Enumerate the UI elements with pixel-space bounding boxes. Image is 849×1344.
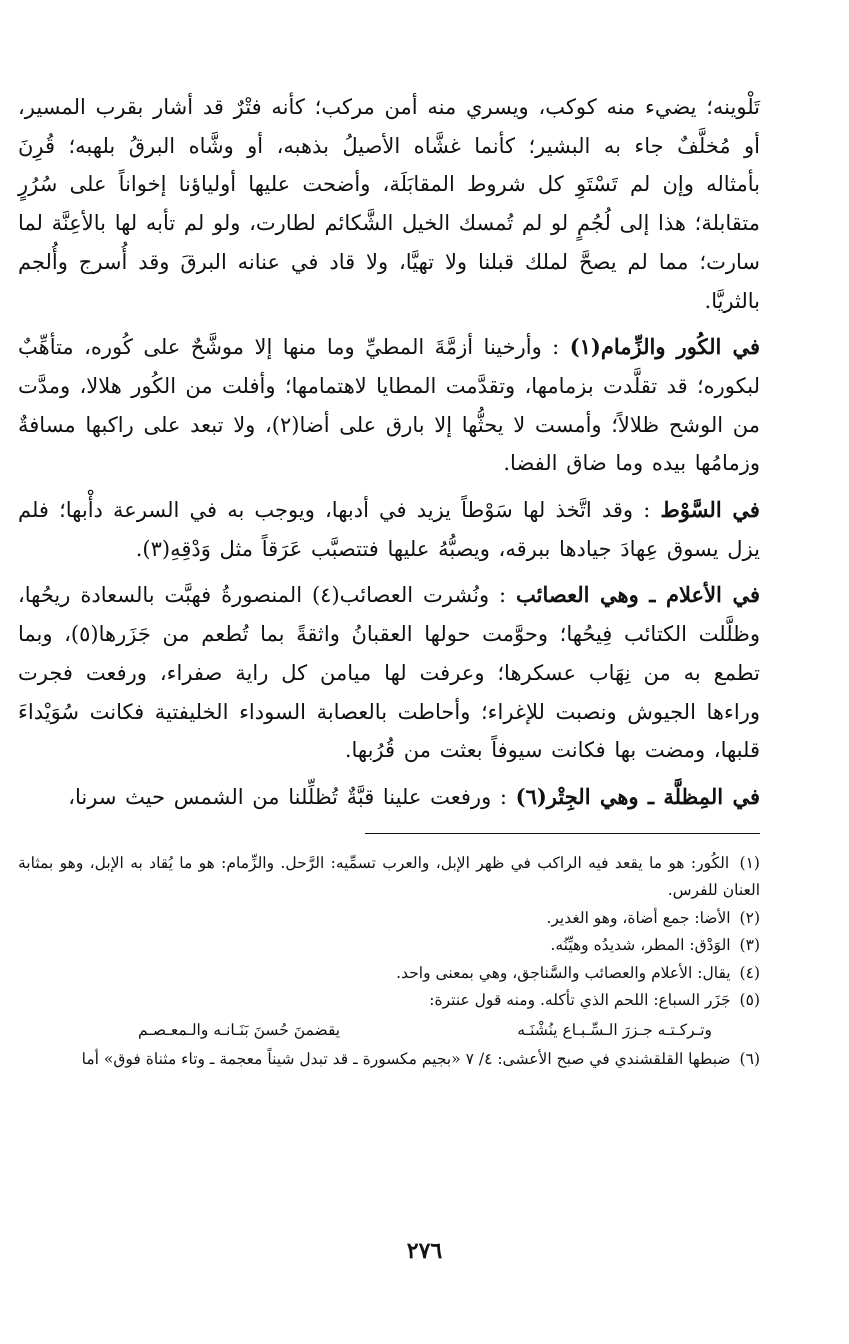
footnote-text: الوَدْق: المطر، شديدُه وهيِّنُه. [550, 936, 731, 955]
verse-hemistich-left: يقضمنَ حُسنَ بَنَـانـه والـمعـصـم [138, 1020, 341, 1039]
line: أو مُخلَّفٌ جاء به البشير؛ كأنما غشَّاه الأصيلُ بذهبه، أو وشَّاه البرقُ بلهبه؛ قُرِنَ بأمثاله [18, 133, 761, 197]
footnote-4 [18, 960, 760, 988]
line: : ونُشرت العصائب(٤) المنصورةُ فهبَّت بالسعادة [80, 583, 507, 608]
footnote-1 [18, 850, 760, 905]
section-heading: في الكُور والزِّمام(١) [569, 334, 760, 360]
paragraph-sawt [18, 491, 760, 568]
footnote-number: (٥) [739, 991, 760, 1010]
line: هلالا، ومدَّت من الوشح ظلالاً؛ وأمست لا يحثُّها إلا بارق على أضا(٢)، ولا تبعد [18, 373, 760, 437]
footnote-number: (٤) [739, 963, 760, 982]
footnote-number: (١) [739, 853, 760, 872]
paragraph-1 [18, 88, 760, 320]
line: ورفعت فجرت وراءها الجيوش ونصبت للإغراء؛ وأحاطت بالعصابة السوداء [18, 660, 760, 724]
footnote-number: (٣) [739, 936, 760, 955]
page-number: ٢٧٦ [406, 1238, 443, 1264]
page-body [18, 88, 760, 1073]
line: إلى لُجُمٍ لو لم تُمسك الخيل الشَّكائم لطارت، ولو لم تأبه لها بالأعِنَّة لما سارت؛ [18, 211, 760, 274]
paragraph-alam [18, 576, 760, 770]
line: تَلْوينه؛ يضيء منه كوكب، ويسري منه أمن مركب؛ كأنه فتْرٌ قد أشار بقرب المسير، [18, 95, 760, 119]
line: : وقد اتَّخذ لها سَوْطاً يزيد في أدبها، ويوجب به في السرعة دأْبها؛ [59, 498, 651, 523]
footnote-text: الأضا: جمع أضاة، وهو الغدير. [546, 908, 731, 927]
paragraph-mizalla [18, 778, 760, 817]
line: : وأرخينا أزمَّةَ المطيِّ وما منها إلا موشَّحٌ على كُوره، [84, 335, 560, 360]
footnote-number: (٢) [739, 908, 760, 927]
line: فلم يزل يسوق عِهادَ جيادها ببرقه، ويصبُّهُ عليها فتتصبَّب عَرَقاً مثل وَدْقِهِ(٣). [18, 498, 760, 561]
line: : ورفعت علينا قبَّةٌ تُظلِّلنا من الشمس حيث سرنا، [68, 784, 507, 809]
section-heading: في السَّوْط [660, 497, 760, 523]
footnote-2 [18, 905, 760, 933]
line: متأهِّبٌ لبكوره؛ قد تقلَّدت بزمامها، وتقدَّمت المطايا لاهتمامها؛ وأفلت من الكُور [18, 335, 760, 398]
footnote-text: يقال: الأعلام والعصائب والسَّناجق، وهي بمعنى واحد. [396, 963, 731, 982]
footnote-5 [18, 987, 760, 1015]
footnote-number: (٦) [739, 1049, 760, 1068]
footnote-6 [18, 1046, 760, 1074]
line: جَزَرها(٥)، وبما تطمع به من نِهَاب عسكرها؛ وعرفت لها ميامن كل راية صفراء، [18, 622, 760, 685]
paragraph-kur-zimam [18, 328, 760, 483]
line: الخليفتية فكانت سُوَيْداءَ قلبها، ومضت بها فكانت سيوفاً بعثت من قُرُبها. [18, 699, 760, 763]
footnote-text: الكُور: هو ما يقعد فيه الراكب في ظهر الإبل، والعرب تسمِّيه: الرَّحل. والزِّمام: هو ما يُقاد به الإبل، [89, 853, 730, 872]
footnote-divider [365, 833, 760, 834]
footnote-text: وهو بمثابة العنان للفرس. [18, 853, 760, 900]
footnote-text: جَزَر السباع: اللحم الذي تأكله. ومنه قول عنترة: [429, 991, 731, 1010]
poem-verse [18, 1015, 760, 1046]
footnote-text: ضبطها القلقشندي في صبح الأعشى: ٤/ ٧ «بجيم مكسورة ـ قد تبدل شيناً معجمة ـ وتاء مثناة فوق» أما [81, 1049, 731, 1068]
line: مما لم يصحَّ لملك قبلنا ولا تهيَّا، ولا قاد في عنانه البرقَ وقد أُسرج وأُلجم بالثريَّا. [18, 249, 760, 313]
section-heading: في الأعلام ـ وهي العصائب [516, 582, 760, 608]
verse-hemistich-right: وتـركـتـه جـزرَ الـسِّـبـاع ينُشْنَـه [517, 1020, 712, 1039]
section-heading: في المِظلَّة ـ وهي الجِتْر(٦) [515, 783, 760, 809]
footnotes [18, 850, 760, 1074]
line: ريحُها، وظلَّلت الكتائب فِيحُها؛ وحوَّمت حولها العقبانُ واثقةً بما تُطعم من [18, 583, 761, 647]
line: على راكبها مسافةٌ وزمامُها بيده وما ضاق الفضا. [18, 412, 760, 476]
line: وإن لم تَسْتَوِ كل شروط المقابَلَة، وأضحت عليها أولياؤنا إخواناً على سُرُرٍ متقابلة؛ هذا [18, 172, 760, 236]
footnote-3 [18, 932, 760, 960]
